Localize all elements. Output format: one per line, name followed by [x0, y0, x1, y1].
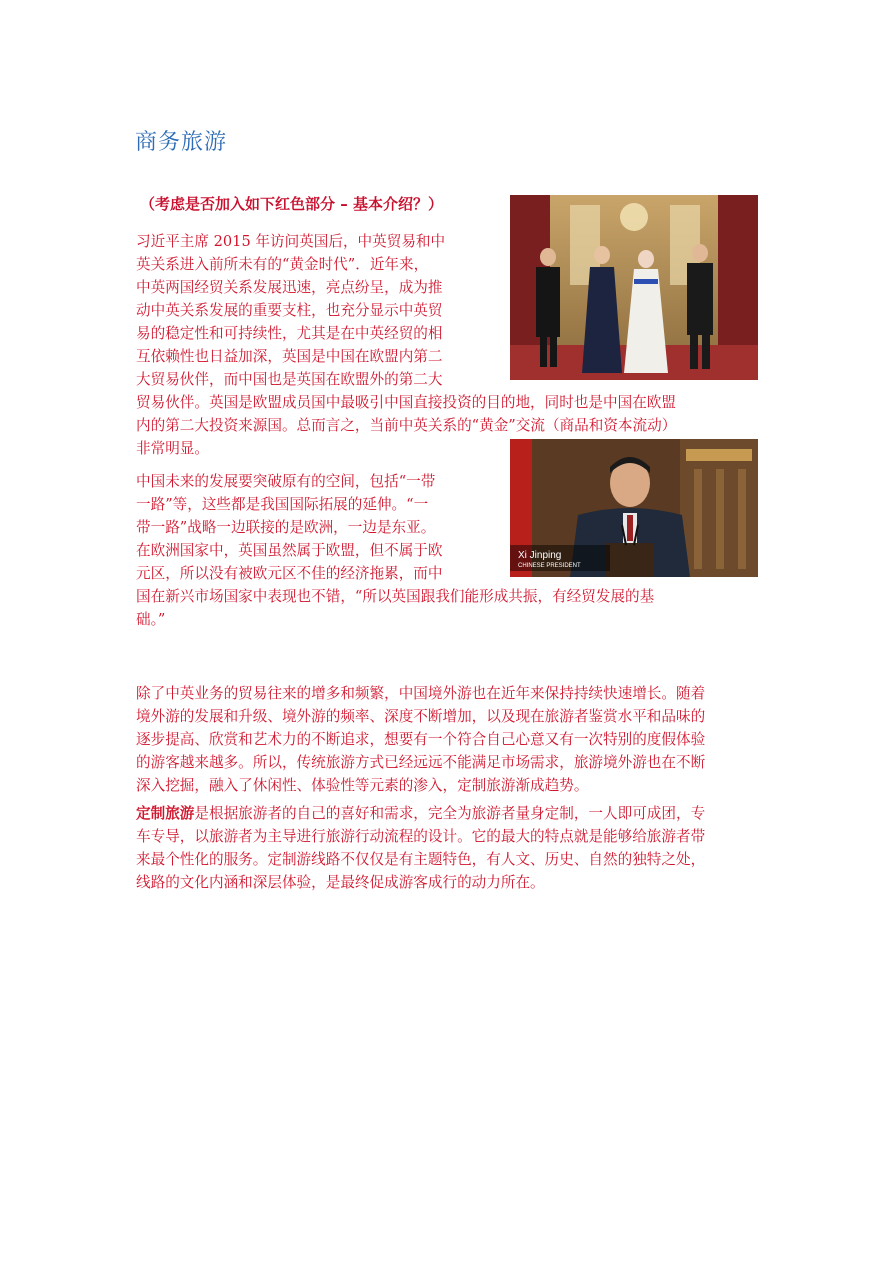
text-line: 础。” [136, 611, 166, 628]
paragraph-belt-and-road [136, 470, 756, 631]
term-custom-travel: 定制旅游 [136, 805, 195, 822]
text-line: 中英两国经贸关系发展迅速，亮点纷呈，成为推 [136, 279, 443, 296]
paragraph-golden-era [136, 230, 756, 460]
text-line: 英关系进入前所未有的“黄金时代”．近年来， [136, 256, 429, 273]
text-line: 中国未来的发展要突破原有的空间，包括“一带 [136, 473, 436, 490]
text-line: 贸易伙伴。英国是欧盟成员国中最吸引中国直接投资的目的地，同时也是中国在欧盟 [136, 394, 676, 411]
text-segment: 是根据旅游者的自己的喜好和需求，完全为旅游者量身定制，一人即可成团，专 [194, 805, 706, 822]
text-line: 除了中英业务的贸易往来的增多和频繁，中国境外游也在近年来保持持续快速增长。随着 [136, 685, 706, 702]
text-line: 车专导，以旅游者为主导进行旅游行动流程的设计。它的最大的特点就是能够给旅游者带 [136, 828, 706, 845]
text-line: 易的稳定性和可持续性，尤其是在中英经贸的相 [136, 325, 443, 342]
text-line: 动中英关系发展的重要支柱，也充分显示中英贸 [136, 302, 443, 319]
text-line: 非常明显。 [136, 440, 209, 457]
paragraph-custom-travel [136, 802, 756, 894]
text-line: 国在新兴市场国家中表现也不错，“所以英国跟我们能形成共振，有经贸发展的基 [136, 588, 655, 605]
page-title: 商务旅游 [135, 130, 228, 155]
caption-name: Xi Jinping [518, 550, 562, 561]
text-line [136, 802, 756, 825]
text-line: 大贸易伙伴，而中国也是英国在欧盟外的第二大 [136, 371, 443, 388]
text-line: 互依赖性也日益加深，英国是中国在欧盟内第二 [136, 348, 443, 365]
text-line: 来最个性化的服务。定制游线路不仅仅是有主题特色，有人文、历史、自然的独特之处， [136, 851, 706, 868]
text-line: 元区，所以没有被欧元区不佳的经济拖累，而中 [136, 565, 443, 582]
text-line: 习近平主席 2015 年访问英国后，中英贸易和中 [136, 233, 446, 250]
text-line: 境外游的发展和升级、境外游的频率、深度不断增加，以及现在旅游者鉴赏水平和品味的 [136, 708, 706, 725]
paragraph-outbound-travel [136, 682, 756, 797]
text-line: 在欧洲国家中，英国虽然属于欧盟，但不属于欧 [136, 542, 443, 559]
text-line: 一路”等，这些都是我国国际拓展的延伸。“一 [136, 496, 429, 513]
text-line: 深入挖掘，融入了休闲性、体验性等元素的渗入，定制旅游渐成趋势。 [136, 777, 589, 794]
text-line: 线路的文化内涵和深层体验，是最终促成游客成行的动力所在。 [136, 874, 545, 891]
text-line: 逐步提高、欣赏和艺术力的不断追求，想要有一个符合自己心意又有一次特别的度假体验 [136, 731, 706, 748]
text-line: 带一路”战略一边联接的是欧洲，一边是东亚。 [136, 519, 436, 536]
text-line: 的游客越来越多。所以，传统旅游方式已经远远不能满足市场需求，旅游境外游也在不断 [136, 754, 706, 771]
editor-note: （考虑是否加入如下红色部分 – 基本介绍？） [140, 195, 443, 213]
caption-title: CHINESE PRESIDENT [518, 563, 581, 569]
text-line: 内的第二大投资来源国。总而言之，当前中英关系的“黄金”交流（商品和资本流动） [136, 417, 677, 434]
